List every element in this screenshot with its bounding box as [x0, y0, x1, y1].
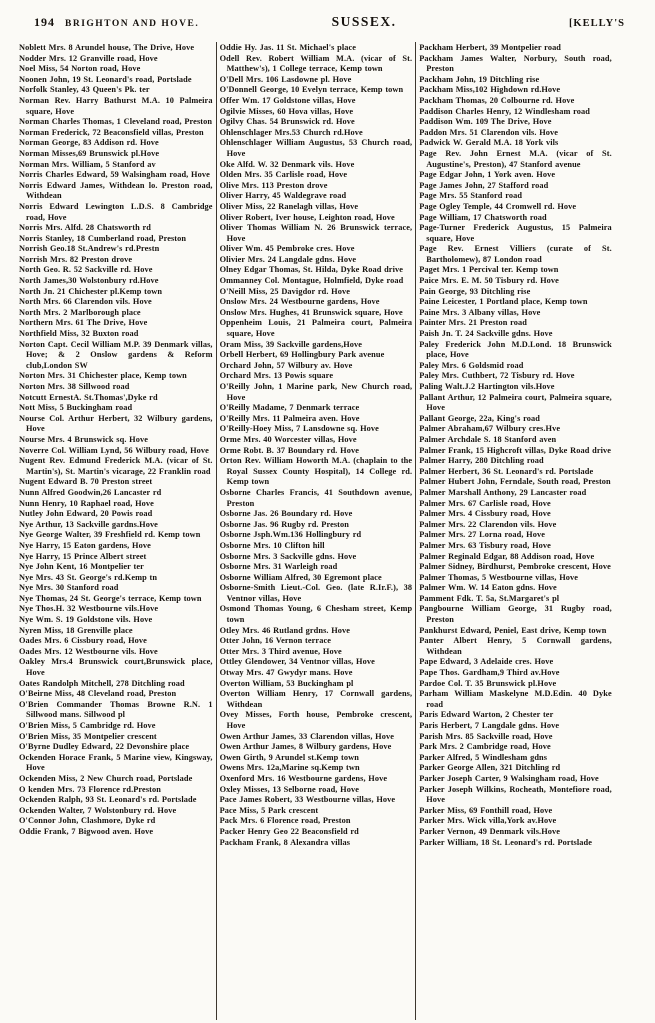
directory-entry: Palmer Abraham,67 Wilbury cres.Hve	[419, 424, 561, 434]
directory-entry: Ogilvy Chas. 54 Brunswick rd. Hove	[219, 117, 355, 127]
directory-entry: Norris Stanley, 18 Cumberland road, Preston	[19, 233, 187, 243]
directory-entry: Parker Miss, 69 Fonthill road, Hove	[419, 805, 553, 815]
directory-entry: O'Brien Miss, 5 Cambridge rd. Hove	[19, 721, 156, 730]
directory-entry: Norton Mrs. 31 Chichester place, Kemp town	[19, 371, 187, 381]
directory-entry: Paine Leicester, 1 Portland place, Kemp town	[419, 297, 588, 307]
directory-entry: O'Neill Miss, 25 Davigdor rd. Hove	[219, 286, 351, 296]
directory-entry: Orme Mrs. 40 Worcester villas, Hove	[219, 434, 357, 444]
directory-entry: O'Reilly-Hoey Miss, 7 Lansdowne sq. Hove	[219, 424, 379, 434]
directory-entry: Ohlenschlager William Augustus, 53 Church road, Hove	[219, 138, 413, 158]
directory-entry: Pace Miss, 5 Park crescent	[219, 805, 319, 815]
directory-entry: Parker Mrs. Wick villa,York av.Hove	[419, 816, 557, 826]
directory-entry: Norman Charles Thomas, 1 Cleveland road, Preston	[19, 117, 213, 127]
directory-entry: Oliver Robert, Iver house, Leighton road, Hove	[219, 212, 395, 222]
directory-entry: Orme Robt. B. 37 Boundary rd. Hove	[219, 445, 359, 455]
directory-entry: Nye George Walter, 39 Freshfield rd. Kemp town	[19, 530, 201, 540]
directory-entry: Paddison Wm. 109 The Drive, Hove	[419, 117, 552, 127]
directory-entry: O'Connor John, Clashmore, Dyke rd	[19, 816, 156, 826]
directory-entry: Ockenden Walter, 7 Wolstonbury rd. Hove	[19, 805, 177, 815]
directory-entry: Nye Harry, 15 Prince Albert street	[19, 551, 147, 561]
directory-entry: Pain George, 93 Ditchling rise	[419, 286, 531, 296]
directory-entry: Nye Harry, 15 Eaton gardens, Hove	[19, 540, 151, 550]
directory-entry: Oades Mrs. 12 Westbourne vils. Hove	[19, 646, 158, 656]
directory-entry: Ogilvie Misses, 60 Hova villas, Hove	[219, 106, 354, 116]
directory-entry: Ockenden Horace Frank, 5 Marine view, Kingsway, Hove	[19, 752, 213, 773]
directory-entry: Owen Arthur James, 8 Wilbury gardens, Hove	[219, 742, 392, 752]
directory-entry: O'Beirne Miss, 48 Cleveland road, Preston	[19, 689, 177, 699]
directory-entry: Parker Joseph Wilkins, Rocheath, Montefiore road, Hove	[419, 784, 612, 805]
directory-entry: Paine Mrs. 3 Albany villas, Hove	[419, 307, 541, 317]
directory-entry: Palmer Hubert John, Ferndale, South road, Preston	[419, 477, 611, 487]
directory-entry: Parker Alfred, 5 Windlesham gdns	[419, 752, 548, 762]
directory-entry: Oliver Thomas William N. 26 Brunswick terrace, Hove	[219, 223, 413, 243]
directory-entry: Oxenford Mrs. 16 Westbourne gardens, Hove	[219, 773, 388, 783]
directory-entry: Oddie Frank, 7 Bigwood aven. Hove	[19, 826, 154, 836]
directory-entry: O'Donnell George, 10 Evelyn terrace, Kemp town	[219, 85, 404, 95]
directory-entry: Nourse Mrs. 4 Brunswick sq. Hove	[19, 434, 149, 444]
directory-entry: Osborne Mrs. 31 Warleigh road	[219, 562, 338, 572]
directory-title: [KELLY'S	[568, 18, 625, 29]
directory-entry: Pape Edward, 3 Adelaide cres. Hove	[419, 657, 554, 667]
directory-entry: Palmer Herbert, 36 St. Leonard's rd. Portslade	[419, 466, 594, 476]
directory-entry: Panter Albert Henry, 5 Cornwall gardens, Withdean	[419, 636, 612, 656]
directory-entry: Oppenheim Louis, 21 Palmeira court, Palmeira square, Hove	[219, 318, 413, 339]
directory-entry: Ohlenschlager Mrs.53 Church rd.Hove	[219, 127, 363, 137]
directory-entry: Nye Mrs. 30 Stanford road	[19, 583, 119, 593]
directory-entry: Norrish Geo.18 St.Andrew's rd.Prestn	[19, 244, 160, 254]
directory-entry: Ottley Glendower, 34 Ventnor villas, Hove	[219, 657, 375, 667]
header-left	[34, 15, 199, 30]
directory-entry: Packham Thomas, 20 Colbourne rd. Hove	[419, 95, 575, 105]
directory-entry: Page-Turner Frederick Augustus, 15 Palmeira square, Hove	[419, 223, 612, 243]
directory-entry: Olivier Mrs. 24 Langdale gdns. Hove	[219, 254, 357, 264]
directory-entry: Oakley Mrs.4 Brunswick court,Brunswick place, Hove	[19, 657, 213, 678]
directory-entry: Otter Mrs. 3 Third avenue, Hove	[219, 646, 342, 656]
directory-entry: Palmer Mrs. 27 Lorna road, Hove	[419, 530, 545, 540]
directory-entry: Norman Frederick, 72 Beaconsfield villas, Preston	[19, 127, 204, 137]
directory-entry: Olney Edgar Thomas, St. Hilda, Dyke Road drive	[219, 265, 404, 275]
directory-entry: Onslow Mrs. 24 Westbourne gardens, Hove	[219, 297, 380, 307]
directory-entry: Nye Thos.H. 32 Westbourne vils.Hove	[19, 604, 159, 614]
directory-entry: Norton Capt. Cecil William M.P. 39 Denmark villas, Hove; & 2 Onslow gardens & Reform club,London SW	[19, 339, 213, 370]
directory-entry: Palmer Marshall Anthony, 29 Lancaster road	[419, 487, 587, 497]
directory-entry: O'Reilly Madame, 7 Denmark terrace	[219, 403, 360, 413]
directory-entry: Park Mrs. 2 Cambridge road, Hove	[419, 742, 551, 752]
directory-entry: Palmer Reginald Edgar, 88 Addison road, Hove	[419, 551, 595, 561]
directory-entry: Onslow Mrs. Hughes, 41 Brunswick square, Hove	[219, 307, 403, 317]
directory-entry: Paddison Charles Henry, 12 Windlesham road	[419, 106, 591, 116]
directory-entry: Oliver Miss, 22 Ranelagh villas, Hove	[219, 201, 359, 211]
directory-entry: Pallant Arthur, 12 Palmeira court, Palmeira square, Hove	[419, 392, 612, 413]
directory-entry: Page James John, 27 Stafford road	[419, 180, 549, 190]
directory-entry: Palmer Mrs. 4 Cissbury road, Hove	[419, 509, 551, 519]
directory-entry: Palmer Thomas, 5 Westbourne villas, Hove	[419, 572, 579, 582]
directory-entry: Pape Thos. Gardham,9 Third av.Hove	[419, 668, 560, 678]
directory-entry: Norton Mrs. 38 Sillwood road	[19, 382, 130, 391]
directory-columns	[16, 42, 639, 1020]
directory-entry: Orchard John, 57 Wilbury av. Hove	[219, 360, 353, 370]
directory-entry: Norris Charles Edward, 59 Walsingham road, Hove	[19, 170, 210, 180]
directory-entry: O'Byrne Dudley Edward, 22 Devonshire place	[19, 742, 190, 752]
directory-entry: Oliver Harry, 45 Waldegrave road	[219, 191, 347, 201]
directory-entry: Pamment Fdk. T. 5a, St.Margaret's pl	[419, 593, 560, 603]
directory-entry: Nugent Rev. Edmund Frederick M.A. (vicar of St. Martin's), St. Martin's vicarage, 22 Franklin road	[19, 456, 213, 476]
directory-entry: North Mrs. 66 Clarendon vils. Hove	[19, 297, 152, 307]
directory-entry: Nott Miss, 5 Buckingham road	[19, 403, 133, 413]
directory-entry: Page Edgar John, 1 York aven. Hove	[419, 170, 556, 180]
directory-entry: Oates Randolph Mitchell, 278 Ditchling road	[19, 678, 185, 688]
directory-entry: Osmond Thomas Young, 6 Chesham street, Kemp town	[219, 604, 413, 625]
directory-entry: Osborne Jsph.Wm.136 Hollingbury rd	[219, 530, 362, 540]
directory-entry: O'Reilly John, 1 Marine park, New Church road, Hove	[219, 382, 413, 402]
directory-entry: Paley Frederick John M.D.Lond. 18 Brunswick place, Hove	[419, 339, 612, 360]
directory-entry: Noonen John, 19 St. Leonard's road, Portslade	[19, 74, 192, 84]
directory-entry: Padwick W. Gerald M.A. 18 York vils	[419, 138, 559, 148]
directory-entry: Norris Edward Lewington L.D.S. 8 Cambridge road, Hove	[19, 201, 213, 222]
directory-entry: Paris Edward Warton, 2 Chester ter	[419, 710, 554, 720]
directory-entry: Osborne-Smith Lieut.-Col. Geo. (late R.Ir.F.), 38 Ventnor villas, Hove	[219, 583, 413, 603]
column-3	[415, 42, 615, 1020]
directory-entry: North Geo. R. 52 Sackville rd. Hove	[19, 265, 153, 275]
directory-entry: Pace James Robert, 33 Westbourne villas, Hove	[219, 795, 396, 805]
directory-entry: Nutley John Edward, 20 Powis road	[19, 509, 153, 519]
directory-entry: Packer Henry Geo 22 Beaconsfield rd	[219, 826, 359, 836]
directory-entry: Noverre Col. William Lynd, 56 Wilbury road, Hove	[19, 445, 209, 455]
directory-entry: Osborne William Alfred, 30 Egremont place	[219, 572, 382, 582]
directory-entry: Paice Mrs. E. M. 50 Tisbury rd. Hove	[419, 276, 559, 286]
directory-entry: Pardoe Col. T. 35 Brunswick pl.Hove	[419, 678, 557, 688]
section-title: BRIGHTON AND HOVE.	[65, 19, 200, 29]
directory-entry: Olden Mrs. 35 Carlisle road, Hove	[219, 170, 348, 180]
column-2	[216, 42, 416, 1020]
directory-entry: Page Ogley Temple, 44 Cromwell rd. Hove	[419, 201, 577, 211]
directory-entry: Palmer Frank, 15 Highcroft villas, Dyke Road drive	[419, 445, 612, 455]
directory-entry: Palmer Mrs. 67 Carlisle road, Hove	[419, 498, 551, 508]
directory-entry: Norfolk Stanley, 43 Queen's Pk. ter	[19, 85, 150, 95]
directory-entry: Norrish Mrs. 82 Preston drove	[19, 254, 133, 264]
directory-entry: Norris Mrs. Alfd. 28 Chatsworth rd	[19, 223, 151, 233]
directory-entry: Palmer Harry, 280 Ditchling road	[419, 456, 544, 466]
directory-entry: Page William, 17 Chatsworth road	[419, 212, 547, 222]
directory-entry: Nodder Mrs. 12 Granville road, Hove	[19, 53, 158, 63]
column-1	[16, 42, 216, 1020]
directory-entry: Oram Miss, 39 Sackville gardens,Hove	[219, 339, 363, 349]
directory-entry: Offer Wm. 17 Goldstone villas, Hove	[219, 95, 356, 105]
directory-entry: Pack Mrs. 6 Florence road, Preston	[219, 816, 351, 826]
directory-entry: Paley Mrs. 6 Goldsmid road	[419, 360, 524, 370]
directory-entry: Pangbourne William George, 31 Rugby road, Preston	[419, 604, 612, 625]
directory-entry: Parham William Maskelyne M.D.Edin. 40 Dyke road	[419, 689, 612, 709]
directory-entry: Nye John Kent, 16 Montpelier ter	[19, 562, 144, 572]
page-number: 194	[34, 15, 55, 29]
directory-entry: Painter Mrs. 21 Preston road	[419, 318, 527, 328]
page-header	[16, 14, 639, 36]
directory-entry: Palmer Archdale S. 18 Stanford aven	[419, 434, 557, 444]
directory-entry: Palmer Mrs. 22 Clarendon vils. Hove	[419, 519, 557, 529]
directory-entry: Nunn Alfred Goodwin,26 Lancaster rd	[19, 487, 162, 497]
directory-entry: Odell Rev. Robert William M.A. (vicar of St. Matthew's), 1 College terrace, Kemp town	[219, 53, 413, 74]
directory-entry: Packham John, 19 Ditchling rise	[419, 74, 540, 84]
directory-entry: Page Mrs. 55 Stanford road	[419, 191, 523, 201]
directory-entry: Parker Joseph Carter, 9 Walsingham road, Hove	[419, 773, 599, 783]
directory-entry: Paling Walt.J.2 Hartington vils.Hove	[419, 382, 555, 391]
directory-entry: Owens Mrs. 12a,Marine sq.Kemp twn	[219, 763, 360, 773]
directory-entry: Paish Jn. T. 24 Sackville gdns. Hove	[419, 329, 553, 339]
directory-entry: Owen Arthur James, 33 Clarendon villas, Hove	[219, 731, 395, 741]
directory-entry: Parker Vernon, 49 Denmark vils.Hove	[419, 826, 561, 836]
directory-entry: Otway Mrs. 47 Gwydyr mans. Hove	[219, 668, 353, 678]
directory-entry: Pankhurst Edward, Peniel, East drive, Kemp town	[419, 625, 607, 635]
directory-entry: Paley Mrs. Cuthbert, 72 Tisbury rd. Hove	[419, 371, 575, 381]
directory-entry: Norris Edward James, Withdean lo. Preston road, Withdean	[19, 180, 213, 201]
directory-entry: Norman George, 83 Addison rd. Hove	[19, 138, 159, 148]
directory-entry: Palmer Mrs. 63 Tisbury road, Hove	[419, 540, 551, 550]
directory-entry: Noblett Mrs. 8 Arundel house, The Drive, Hove	[19, 43, 195, 52]
directory-entry: Olive Mrs. 113 Preston drove	[219, 180, 328, 190]
directory-entry: Nye Arthur, 13 Sackville gardns.Hove	[19, 519, 158, 529]
directory-entry: Oddie Hy. Jas. 11 St. Michael's place	[219, 43, 357, 52]
directory-entry: Osborne Jas. 26 Boundary rd. Hove	[219, 509, 353, 519]
directory-entry: O'Brien Commander Thomas Browne R.N. 1 Sillwood mans. Sillwood pl	[19, 699, 213, 720]
directory-entry: Northern Mrs. 61 The Drive, Hove	[19, 318, 148, 328]
directory-entry: O'Dell Mrs. 106 Lasdowne pl. Hove	[219, 74, 352, 84]
directory-entry: Paget Mrs. 1 Percival ter. Kemp town	[419, 265, 559, 275]
directory-entry: Overton William Henry, 17 Cornwall gardens, Withdean	[219, 689, 413, 709]
directory-entry: Ockenden Miss, 2 New Church road, Portslade	[19, 773, 193, 783]
directory-entry: Northfield Miss, 32 Buxton road	[19, 329, 139, 339]
directory-entry: Parker George Allen, 321 Ditchling rd	[419, 763, 561, 773]
directory-entry: Norman Rev. Harry Bathurst M.A. 10 Palmeira square, Hove	[19, 95, 213, 116]
directory-entry: Ommanney Col. Montague, Holmfield, Dyke road	[219, 276, 404, 286]
directory-entry: Owen Girth, 9 Arundel st.Kemp town	[219, 752, 359, 762]
directory-entry: Nugent Edward B. 70 Preston street	[19, 477, 153, 487]
directory-entry: Noel Miss, 54 Norton road, Hove	[19, 64, 141, 74]
directory-entry: Palmer Wm. W. 14 Eaton gdns. Hove	[419, 583, 557, 593]
directory-entry: Paris Herbert, 7 Langdale gdns. Hove	[419, 721, 560, 730]
directory-entry: Page Rev. John Ernest M.A. (vicar of St. Augustine's, Preston), 47 Stanford avenue	[419, 148, 612, 169]
directory-entry: Packham Miss,102 Highdown rd.Hove	[419, 85, 561, 95]
directory-entry: Page Rev. Ernest Villiers (curate of St. Bartholomew), 87 London road	[419, 244, 612, 264]
directory-entry: Oke Alfd. W. 32 Denmark vils. Hove	[219, 159, 355, 169]
directory-entry: Packham Herbert, 39 Montpelier road	[419, 43, 562, 52]
directory-entry: North Mrs. 2 Marlborough place	[19, 307, 141, 317]
directory-entry: Notcutt ErnestA. St.Thomas',Dyke rd	[19, 392, 158, 402]
county-title: SUSSEX.	[331, 14, 397, 29]
directory-entry: Nourse Col. Arthur Herbert, 32 Wilbury gardens, Hove	[19, 413, 213, 434]
directory-entry: Norman Mrs. William, 5 Stanford av	[19, 159, 156, 169]
directory-entry: Orton Rev. William Howorth M.A. (chaplain to the Royal Sussex County Hospital), 14 College rd. Kemp town	[219, 456, 413, 487]
directory-entry: Packham Frank, 8 Alexandra villas	[219, 837, 351, 847]
directory-entry: Pallant George, 22a, King's road	[419, 413, 540, 423]
directory-entry: Ovey Misses, Forth house, Pembroke crescent, Hove	[219, 710, 413, 730]
directory-entry: Otter John, 16 Vernon terrace	[219, 636, 332, 646]
directory-entry: Ockenden Ralph, 93 St. Leonard's rd. Portslade	[19, 795, 197, 805]
directory-entry: Orchard Mrs. 13 Powis square	[219, 371, 334, 381]
directory-entry: North Jn. 21 Chichester pl.Kemp town	[19, 286, 163, 296]
directory-entry: Paddon Mrs. 51 Clarendon vils. Hove	[419, 127, 559, 137]
directory-entry: Oxley Misses, 13 Selborne road, Hove	[219, 784, 359, 794]
directory-entry: Nye Mrs. 43 St. George's rd.Kemp tn	[19, 572, 158, 582]
directory-entry: Oliver Wm. 45 Pembroke cres. Hove	[219, 244, 355, 254]
directory-entry: Nye Wm. S. 19 Goldstone vils. Hove	[19, 615, 153, 625]
directory-entry: Overton William, 53 Buckingham pl	[219, 678, 354, 688]
directory-entry: Osborne Mrs. 3 Sackville gdns. Hove	[219, 551, 357, 561]
directory-entry: O'Reilly Mrs. 11 Palmeira aven. Hove	[219, 413, 360, 423]
directory-entry: Nunn Henry, 10 Raphael road, Hove	[19, 498, 154, 508]
directory-entry: North James,30 Wolstonbury rd.Hove	[19, 276, 159, 286]
directory-entry: Parker William, 18 St. Leonard's rd. Portslade	[419, 837, 593, 847]
directory-entry: Nye Thomas, 24 St. George's terrace, Kemp town	[19, 593, 202, 603]
directory-entry: Nyren Miss, 18 Grenville place	[19, 625, 133, 635]
directory-entry: Oades Mrs. 6 Cissbury road, Hove	[19, 636, 147, 646]
directory-entry: Parish Mrs. 85 Sackville road, Hove	[419, 731, 553, 741]
directory-entry: Otley Mrs. 46 Rutland grdns. Hove	[219, 625, 351, 635]
directory-entry: Osborne Charles Francis, 41 Southdown avenue, Preston	[219, 487, 413, 508]
directory-entry: Osborne Jas. 96 Rugby rd. Preston	[219, 519, 350, 529]
directory-entry: Packham James Walter, Norbury, South road, Preston	[419, 53, 612, 74]
directory-entry: Palmer Sidney, Birdhurst, Pembroke crescent, Hove	[419, 562, 611, 572]
directory-entry: O'Brien Miss, 35 Montpelier crescent	[19, 731, 157, 741]
directory-entry: Osborne Mrs. 10 Clifton hill	[219, 540, 325, 550]
directory-entry: Norman Misses,69 Brunswick pl.Hove	[19, 148, 160, 158]
directory-entry: O kenden Mrs. 73 Florence rd.Preston	[19, 784, 161, 794]
directory-entry: Orbell Herbert, 69 Hollingbury Park avenue	[219, 350, 385, 360]
